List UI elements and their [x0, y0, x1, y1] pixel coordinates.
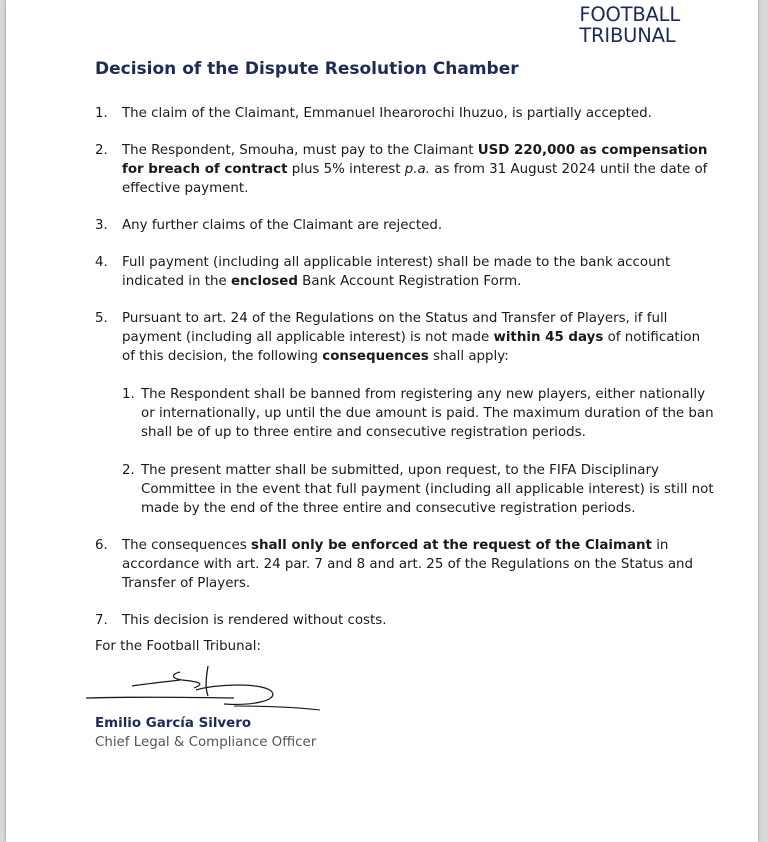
item-number: 6.: [95, 538, 108, 553]
item-number: 1.: [95, 106, 108, 121]
decision-item-2: [95, 141, 717, 198]
item-number: 2.: [95, 143, 108, 158]
logo-line-2: TRIBUNAL: [579, 24, 676, 47]
decision-item-1: [95, 104, 717, 123]
item-text: The claim of the Claimant, Emmanuel Ihearorochi Ihuzuo, is partially accepted.: [122, 106, 652, 121]
item-text: The consequences shall only be enforced at the request of the Claimant in accordance with art. 24 par. 7 and 8 and art. 25 of the Regulations on the Status and Transfer of Players.: [122, 538, 694, 591]
decision-item-4: [95, 253, 717, 291]
consequence-item-2: [122, 461, 717, 518]
signer-name: Emilio García Silvero: [95, 716, 252, 731]
consequence-item-1: [122, 385, 717, 442]
consequences-list: [122, 385, 717, 518]
signer-role: Chief Legal & Compliance Officer: [95, 735, 317, 750]
item-text: Any further claims of the Claimant are rejected.: [122, 218, 443, 233]
item-number: 3.: [95, 218, 108, 233]
decision-list: [95, 104, 717, 648]
item-number: 5.: [95, 311, 108, 326]
sub-item-number: 2.: [122, 463, 135, 478]
sub-item-text: The Respondent shall be banned from registering any new players, either nationally or internationally, up until the due amount is paid. The maximum duration of the ban shall be of up to three entire and consecutive registration periods.: [141, 387, 714, 440]
football-tribunal-logo: [579, 4, 680, 46]
item-text: The Respondent, Smouha, must pay to the Claimant USD 220,000 as compensation for breach of contract plus 5% interest p.a. as from 31 August 2024 until the date of effective payment.: [122, 143, 708, 196]
document-page: [6, 0, 758, 842]
compensation-amount: USD 220,000 as compensation for breach of contract: [122, 143, 708, 177]
decision-item-3: [95, 216, 717, 235]
item-text: Full payment (including all applicable interest) shall be made to the bank account indicated in the enclosed Bank Account Registration Form.: [122, 255, 671, 289]
item-number: 4.: [95, 255, 108, 270]
sub-item-number: 1.: [122, 387, 135, 402]
decision-item-6: [95, 536, 717, 593]
item-text: Pursuant to art. 24 of the Regulations on the Status and Transfer of Players, if full payment (including all applicable interest) is not made within 45 days of notification of this decision, the following consequences shall apply: 1. The Respondent shall be banned from registering any new players, either nationally or internationally, up until the due amount is paid. The maximum duration of the ban shall be of up to three entire and consecutive registration periods. 2. The present matter shall be submitted, upon request, to the FIFA Disciplinary Committee in the event that full payment (including all applicable interest) is still not made by the end of the three entire and consecutive registration periods.: [122, 309, 717, 518]
for-tribunal-label: For the Football Tribunal:: [95, 639, 262, 654]
document-title: Decision of the Dispute Resolution Chamber: [95, 59, 519, 79]
sub-item-text: The present matter shall be submitted, upon request, to the FIFA Disciplinary Committee in the event that full payment (including all applicable interest) is still not made by the end of the three entire and consecutive registration periods.: [141, 463, 714, 516]
logo-line-1: FOOTBALL: [579, 3, 680, 26]
decision-item-5: [95, 309, 717, 518]
signature-icon: [84, 660, 324, 720]
item-number: 7.: [95, 613, 108, 628]
item-text: This decision is rendered without costs.: [122, 613, 387, 628]
decision-item-7: [95, 611, 717, 630]
